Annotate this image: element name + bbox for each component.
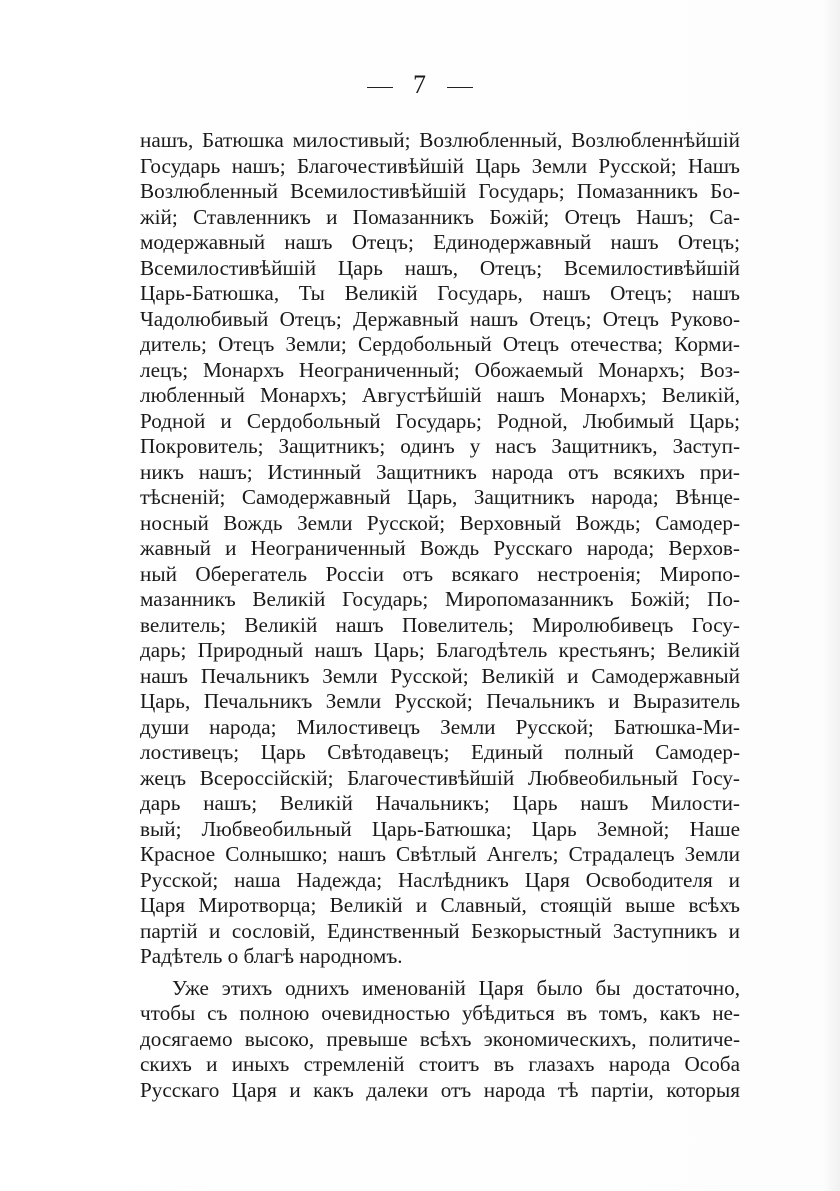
text-line: дарь нашъ; Великій Начальникъ; Царь нашъ Милости- — [140, 791, 740, 815]
text-line: Радѣтель о благѣ народномъ. — [140, 944, 403, 968]
text-line: досягаемо высоко, превыше всѣхъ экономическихъ, политиче- — [140, 1026, 740, 1051]
header-dash-right — [447, 87, 473, 88]
text-line: ный Оберегатель Россіи отъ всякаго нестроенія; Миропо- — [140, 561, 740, 586]
text-line: Всемилостивѣйшій Царь нашъ, Отецъ; Всемилостивѣйшій — [140, 255, 740, 280]
text-line: дарь; Природный нашъ Царь; Благодѣтель крестьянъ; Великій — [140, 638, 740, 662]
text-line: Чадолюбивый Отецъ; Державный нашъ Отецъ; Отецъ Руково- — [140, 306, 740, 331]
page-number: 7 — [413, 70, 427, 99]
header-dash-left — [367, 87, 393, 88]
text-line: мазанникъ Великій Государь; Миропомазанникъ Божій; По- — [140, 587, 740, 611]
text-line: нашъ Печальникъ Земли Русской; Великій и Самодержавный — [140, 663, 740, 688]
text-line: носный Вождь Земли Русской; Верховный Вождь; Самодер- — [140, 510, 740, 535]
paragraph-1 — [140, 128, 740, 970]
text-line: Царя Миротворца; Великій и Славный, стоящій выше всѣхъ — [140, 893, 740, 917]
text-line: нашъ, Батюшка милостивый; Возлюбленный, Возлюбленнѣйшій — [140, 128, 740, 152]
text-line: лостивецъ; Царь Свѣтодавецъ; Единый полный Самодер- — [140, 740, 740, 764]
text-line: Родной и Сердобольный Государь; Родной, Любимый Царь; — [140, 408, 740, 433]
text-line: Русскаго Царя и какъ далеки отъ народа тѣ партіи, которыя — [140, 1077, 740, 1102]
text-line: жій; Ставленникъ и Помазанникъ Божій; Отецъ Нашъ; Са- — [140, 204, 740, 229]
text-line: Красное Солнышко; нашъ Свѣтлый Ангелъ; Страдалецъ Земли — [140, 842, 740, 866]
text-line: скихъ и иныхъ стремленій стоитъ въ глазахъ народа Особа — [140, 1052, 740, 1076]
page-body — [140, 128, 740, 1103]
text-line: жецъ Всероссійскій; Благочестивѣйшій Любвеобильный Госу- — [140, 765, 740, 790]
text-line: модержавный нашъ Отецъ; Единодержавный нашъ Отецъ; — [140, 230, 740, 254]
text-line: Покровитель; Защитникъ; одинъ у насъ Защитникъ, Заступ- — [140, 434, 740, 458]
text-line: жавный и Неограниченный Вождь Русскаго народа; Верхов- — [140, 536, 740, 560]
text-line: чтобы съ полною очевидностью убѣдиться въ томъ, какъ не- — [140, 1001, 740, 1025]
text-line: дитель; Отецъ Земли; Сердобольный Отецъ отечества; Корми- — [140, 332, 740, 356]
text-line: Русской; наша Надежда; Наслѣдникъ Царя Освободителя и — [140, 867, 740, 892]
text-line: никъ нашъ; Истинный Защитникъ народа отъ всякихъ при- — [140, 459, 740, 484]
text-line: души народа; Милостивецъ Земли Русской; Батюшка-Ми- — [140, 714, 740, 739]
text-line: Царь-Батюшка, Ты Великій Государь, нашъ Отецъ; нашъ — [140, 281, 740, 305]
text-line: Царь, Печальникъ Земли Русской; Печальникъ и Выразитель — [140, 689, 740, 713]
text-line: лецъ; Монархъ Неограниченный; Обожаемый Монархъ; Воз- — [140, 357, 740, 382]
text-line: Возлюбленный Всемилостивѣйшій Государь; Помазанникъ Бо- — [140, 179, 740, 203]
text-line: любленный Монархъ; Августѣйшій нашъ Монархъ; Великій, — [140, 383, 740, 407]
text-line: вый; Любвеобильный Царь-Батюшка; Царь Земной; Наше — [140, 816, 740, 841]
page-header — [0, 70, 840, 100]
text-line: тѣсненій; Самодержавный Царь, Защитникъ народа; Вѣнце- — [140, 485, 740, 509]
text-line: партій и сословій, Единственный Безкорыстный Заступникъ и — [140, 918, 740, 943]
text-line: Государь нашъ; Благочестивѣйшій Царь Земли Русской; Нашъ — [140, 153, 740, 178]
paragraph-2 — [140, 976, 740, 1104]
text-line: велитель; Великій нашъ Повелитель; Миролюбивецъ Госу- — [140, 612, 740, 637]
text-line: Уже этихъ однихъ именованій Царя было бы достаточно, — [172, 975, 740, 1000]
